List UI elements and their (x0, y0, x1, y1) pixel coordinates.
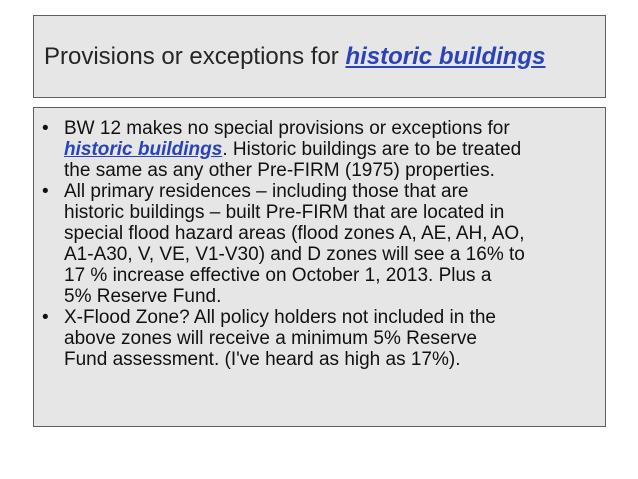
bullet-line: special flood hazard areas (flood zones A, AE, AH, AO, (64, 223, 525, 244)
title-prefix: Provisions or exceptions for (44, 43, 346, 70)
historic-buildings-link[interactable]: historic buildings (64, 139, 223, 160)
bullet-item-bw12 (34, 118, 607, 181)
bullet-line: X-Flood Zone? All policy holders not included in the (64, 307, 496, 328)
bullet-glyph: • (42, 118, 49, 139)
bullet-line: 17 % increase effective on October 1, 2013. Plus a (64, 265, 492, 286)
bullet-line: 5% Reserve Fund. (64, 286, 222, 307)
bullet-line: historic buildings – built Pre-FIRM that are located in (64, 202, 505, 223)
bullet-item-x-flood-zone (34, 307, 607, 370)
bullet-line: above zones will receive a minimum 5% Reserve (64, 328, 477, 349)
bullet-line: A1-A30, V, VE, V1-V30) and D zones will see a 16% to (64, 244, 525, 265)
bullet-glyph: • (42, 307, 49, 328)
bullet-line: BW 12 makes no special provisions or exceptions for (64, 118, 510, 139)
bullet-line: All primary residences – including those that are (64, 181, 469, 202)
title-historic-buildings-link[interactable]: historic buildings (345, 43, 546, 70)
bullet-list (34, 118, 607, 370)
bullet-line-continuation: . Historic buildings are to be treated (222, 139, 522, 160)
content-box (33, 107, 606, 427)
bullet-line-with-link (64, 139, 601, 160)
bullet-item-primary-residences (34, 181, 607, 307)
title-box (33, 15, 606, 98)
bullet-line: the same as any other Pre-FIRM (1975) properties. (64, 160, 495, 181)
bullet-glyph: • (42, 181, 49, 202)
bullet-line: Fund assessment. (I've heard as high as 17%). (64, 349, 461, 370)
slide-title (44, 43, 545, 71)
